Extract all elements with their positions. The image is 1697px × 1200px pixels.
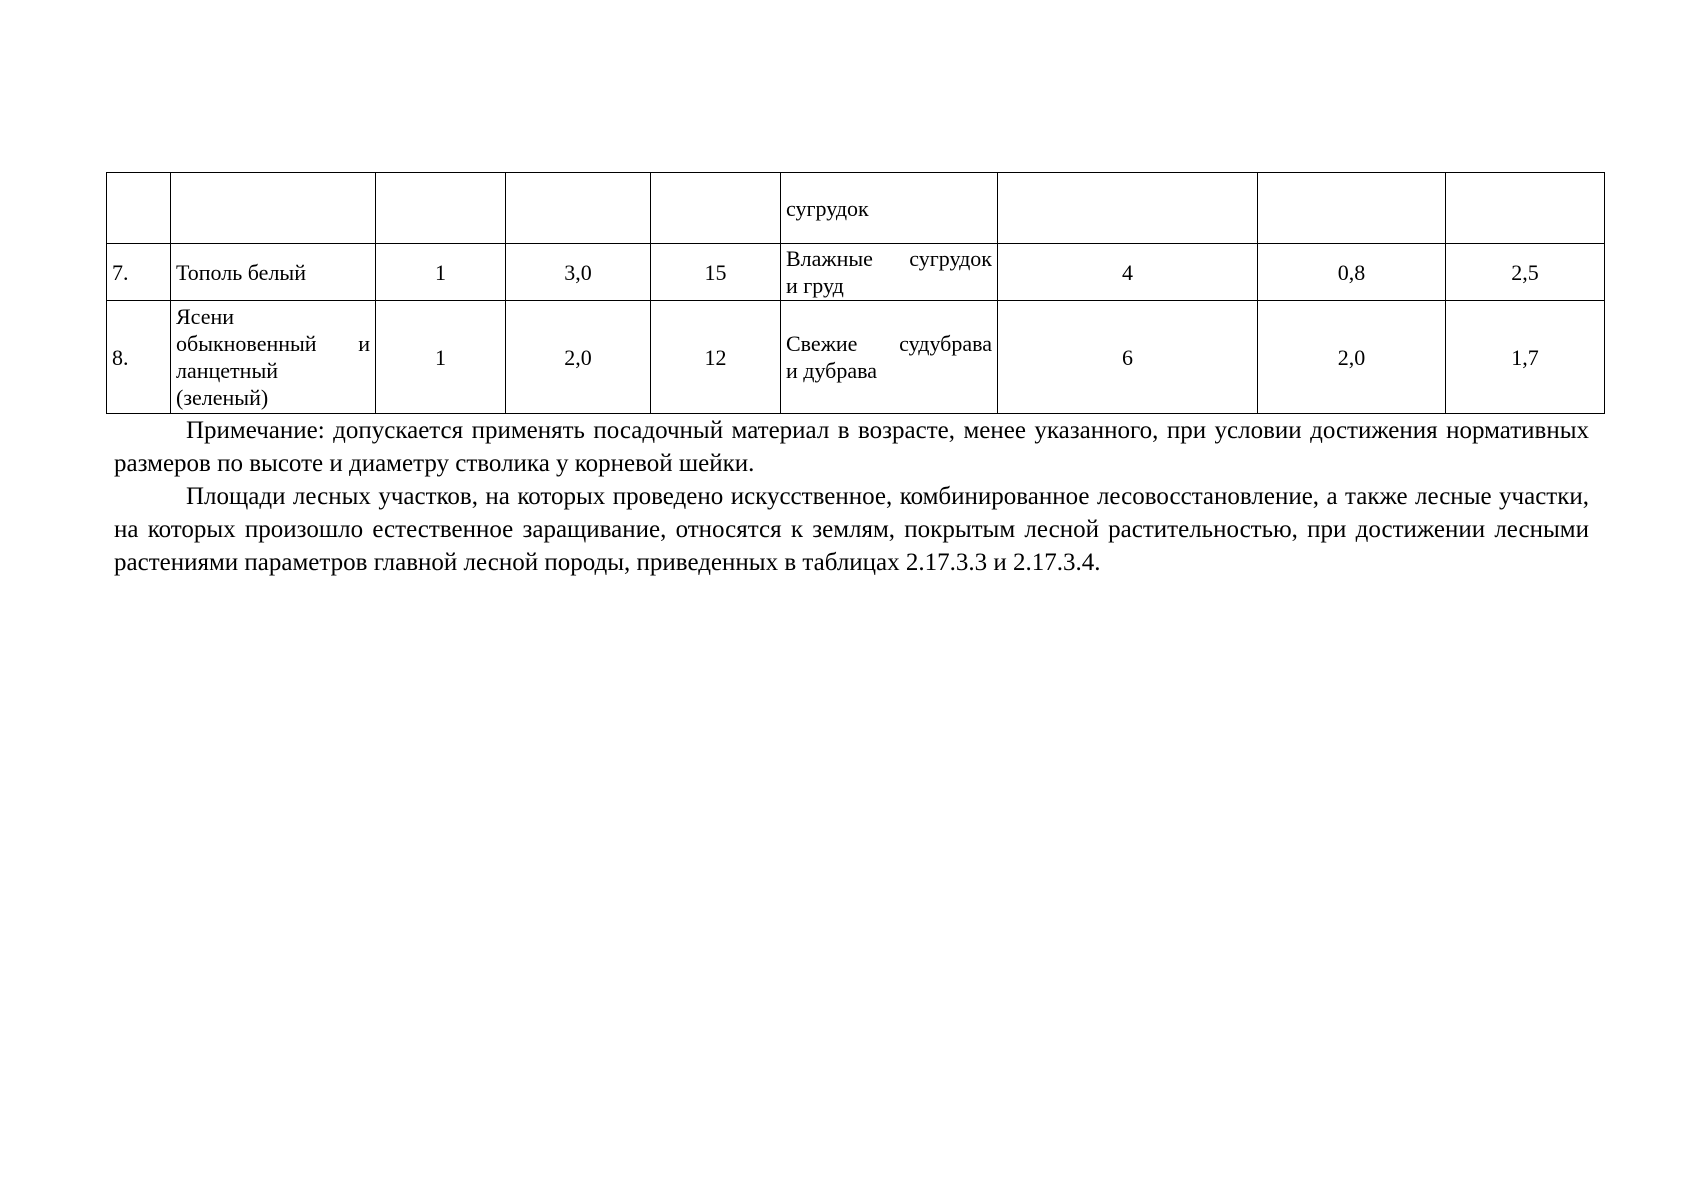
cell-c9: 1,7	[1446, 301, 1605, 414]
conditions-line: Влажные сугрудок	[786, 246, 992, 271]
cell-c4: 3,0	[506, 244, 651, 301]
cell-c3: 1	[376, 301, 506, 414]
cell-c7: 4	[998, 244, 1258, 301]
species-line: Ясени	[176, 304, 235, 329]
conditions-line: Свежие судубрава	[786, 331, 992, 356]
cell-c7: 6	[998, 301, 1258, 414]
table-row	[107, 173, 1605, 244]
cell-c8: 2,0	[1258, 301, 1446, 414]
table-row	[107, 244, 1605, 301]
cell-conditions: сугрудок	[781, 173, 998, 244]
cell-species	[171, 173, 376, 244]
conditions-line: и груд	[786, 273, 844, 298]
cell-num	[107, 173, 171, 244]
cell-c5	[651, 173, 781, 244]
cell-species	[171, 301, 376, 414]
norms-table	[106, 172, 1605, 414]
body-block	[114, 480, 1589, 579]
cell-c5: 12	[651, 301, 781, 414]
cell-c4	[506, 173, 651, 244]
cell-c3	[376, 173, 506, 244]
cell-num: 8.	[107, 301, 171, 414]
table-row	[107, 301, 1605, 414]
cell-c5: 15	[651, 244, 781, 301]
cell-conditions	[781, 301, 998, 414]
conditions-line: и дубрава	[786, 358, 877, 383]
species-line: (зеленый)	[176, 385, 269, 410]
note-block	[114, 414, 1589, 480]
species-line: обыкновенный и	[176, 331, 370, 356]
cell-c3: 1	[376, 244, 506, 301]
cell-c7	[998, 173, 1258, 244]
note-paragraph: Примечание: допускается применять посадочный материал в возрасте, менее указанного, при условии достижения нормативных размеров по высоте и диаметру стволика у корневой шейки.	[114, 417, 1589, 477]
cell-c4: 2,0	[506, 301, 651, 414]
cell-species: Тополь белый	[171, 244, 376, 301]
cell-c8: 0,8	[1258, 244, 1446, 301]
cell-num: 7.	[107, 244, 171, 301]
cell-c9	[1446, 173, 1605, 244]
cell-c8	[1258, 173, 1446, 244]
cell-conditions	[781, 244, 998, 301]
species-line: ланцетный	[176, 358, 278, 383]
cell-c9: 2,5	[1446, 244, 1605, 301]
body-paragraph: Площади лесных участков, на которых проведено искусственное, комбинированное лесовосстановление, а также лесные участки, на которых произошло естественное заращивание, относятся к землям, покрытым лесной растительностью, при достижении лесными растениями параметров главной лесной породы, приведенных в таблицах 2.17.3.3 и 2.17.3.4.	[114, 483, 1589, 576]
